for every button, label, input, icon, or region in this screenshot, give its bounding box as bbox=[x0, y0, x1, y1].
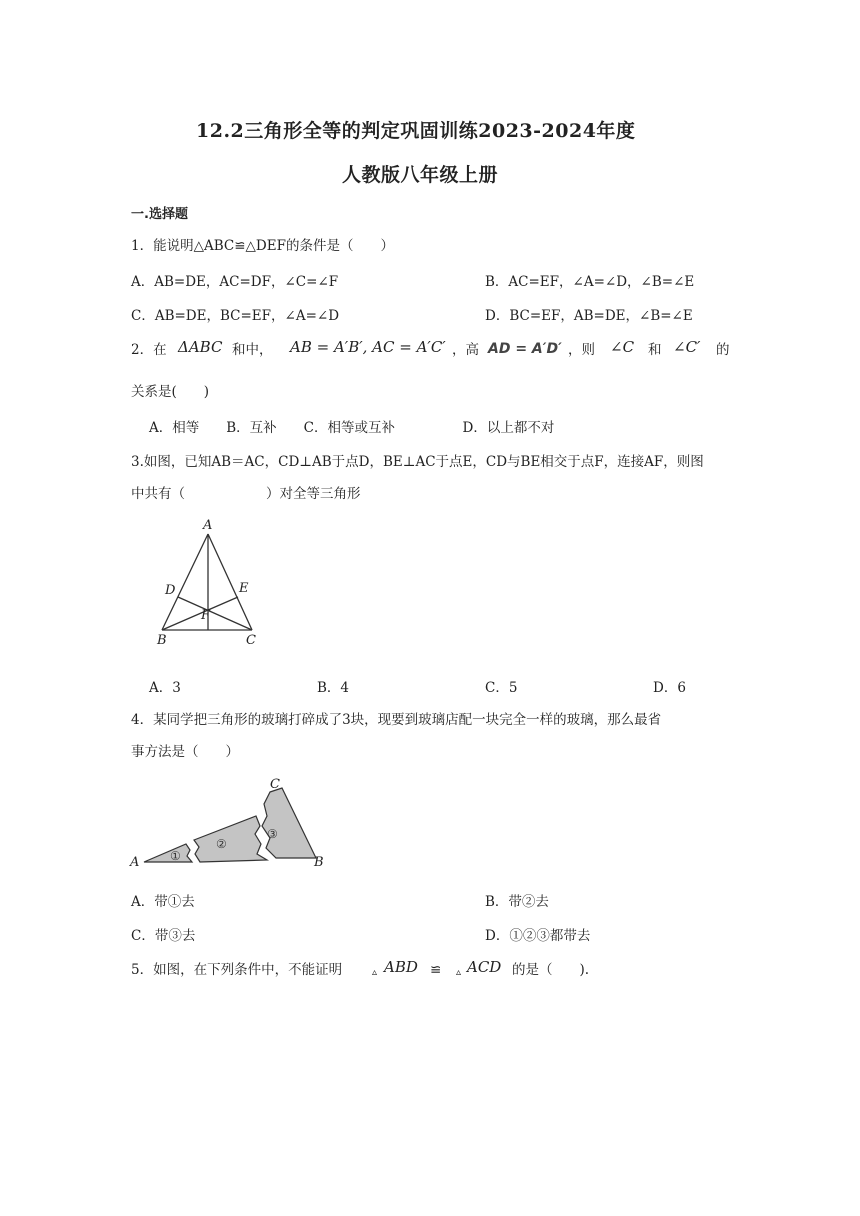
label-f: F bbox=[201, 608, 211, 623]
label-b: B bbox=[314, 855, 324, 870]
label-c: C bbox=[246, 633, 256, 648]
glass-piece-1 bbox=[144, 844, 192, 862]
q4-option-c: C．带③去 bbox=[131, 928, 196, 944]
label-c: C bbox=[270, 777, 280, 792]
segment-cd bbox=[178, 597, 252, 630]
title-line-1: 12.2三角形全等的判定巩固训练2023-2024年度 bbox=[196, 120, 636, 142]
q2-ze: ，则 bbox=[568, 342, 595, 358]
q3-option-b: B．4 bbox=[317, 680, 350, 696]
piece-label-3: ③ bbox=[267, 827, 278, 841]
glass-piece-3 bbox=[262, 788, 316, 858]
q2-gao: ，高 bbox=[452, 342, 479, 358]
q4-line1: 4．某同学把三角形的玻璃打碎成了3块，现要到玻璃店配一块完全一样的玻璃，那么最省 bbox=[131, 712, 662, 728]
q5-suffix: 的是（ ). bbox=[512, 962, 590, 978]
q3-option-d: D．6 bbox=[653, 680, 686, 696]
label-a: A bbox=[203, 518, 213, 533]
q5-congruent: ≌ bbox=[430, 962, 442, 978]
q1-option-a: A．AB=DE，AC=DF，∠C=∠F bbox=[131, 274, 339, 290]
label-a: A bbox=[130, 855, 140, 870]
q4-option-d: D．①②③都带去 bbox=[485, 928, 591, 944]
glass-piece-2 bbox=[194, 816, 267, 862]
segment-be bbox=[162, 597, 238, 630]
q5-triangle-abd: ABD bbox=[384, 958, 418, 976]
q3-line1: 3.如图，已知AB＝AC，CD⊥AB于点D，BE⊥AC于点E，CD与BE相交于点F，连接AF，则图 bbox=[131, 454, 704, 470]
q3-option-a: A．3 bbox=[149, 680, 181, 696]
q2-mid: 和中， bbox=[232, 342, 273, 358]
q5-triangle-icon-2: ▵ bbox=[456, 967, 462, 978]
q5-triangle-icon-1: ▵ bbox=[372, 967, 378, 978]
piece-label-1: ① bbox=[170, 849, 181, 863]
q4-option-a: A．带①去 bbox=[131, 894, 195, 910]
q2-he: 和 bbox=[648, 342, 662, 358]
q2-line2: 关系是( ) bbox=[131, 384, 210, 400]
q2-triangle: ΔABC bbox=[178, 338, 223, 356]
q2-angle-c: ∠C bbox=[610, 338, 635, 356]
q1-option-d: D．BC=EF，AB=DE，∠B=∠E bbox=[485, 308, 693, 324]
section-heading: 一.选择题 bbox=[131, 207, 188, 222]
q2-prefix: 2．在 bbox=[131, 342, 167, 358]
q5-triangle-acd: ACD bbox=[467, 958, 502, 976]
q2-angle-c-prime: ∠C′ bbox=[673, 338, 701, 356]
q1-option-b: B．AC=EF，∠A=∠D，∠B=∠E bbox=[485, 274, 695, 290]
label-b: B bbox=[157, 633, 167, 648]
q1-stem: 1．能说明△ABC≌△DEF的条件是（ ） bbox=[131, 238, 394, 254]
q3-option-c: C．5 bbox=[485, 680, 518, 696]
q3-line2: 中共有（ ）对全等三角形 bbox=[131, 486, 361, 502]
q2-condition: AB = A′B′, AC = A′C′ bbox=[290, 338, 446, 356]
q3-triangle-figure bbox=[150, 512, 270, 650]
label-d: D bbox=[165, 583, 176, 598]
q4-option-b: B．带②去 bbox=[485, 894, 549, 910]
piece-label-2: ② bbox=[216, 837, 227, 851]
q2-de: 的 bbox=[716, 342, 730, 358]
q2-height-formula: AD = A′D′ bbox=[488, 341, 562, 357]
title-line-2: 人教版八年级上册 bbox=[342, 164, 499, 186]
label-e: E bbox=[239, 581, 249, 596]
q2-options: A．相等 B．互补 C．相等或互补 D．以上都不对 bbox=[149, 420, 555, 436]
q5-prefix: 5．如图，在下列条件中，不能证明 bbox=[131, 962, 343, 978]
q4-broken-glass-figure bbox=[124, 774, 334, 874]
q1-option-c: C．AB=DE，BC=EF，∠A=∠D bbox=[131, 308, 340, 324]
q4-line2: 事方法是（ ） bbox=[131, 744, 239, 760]
